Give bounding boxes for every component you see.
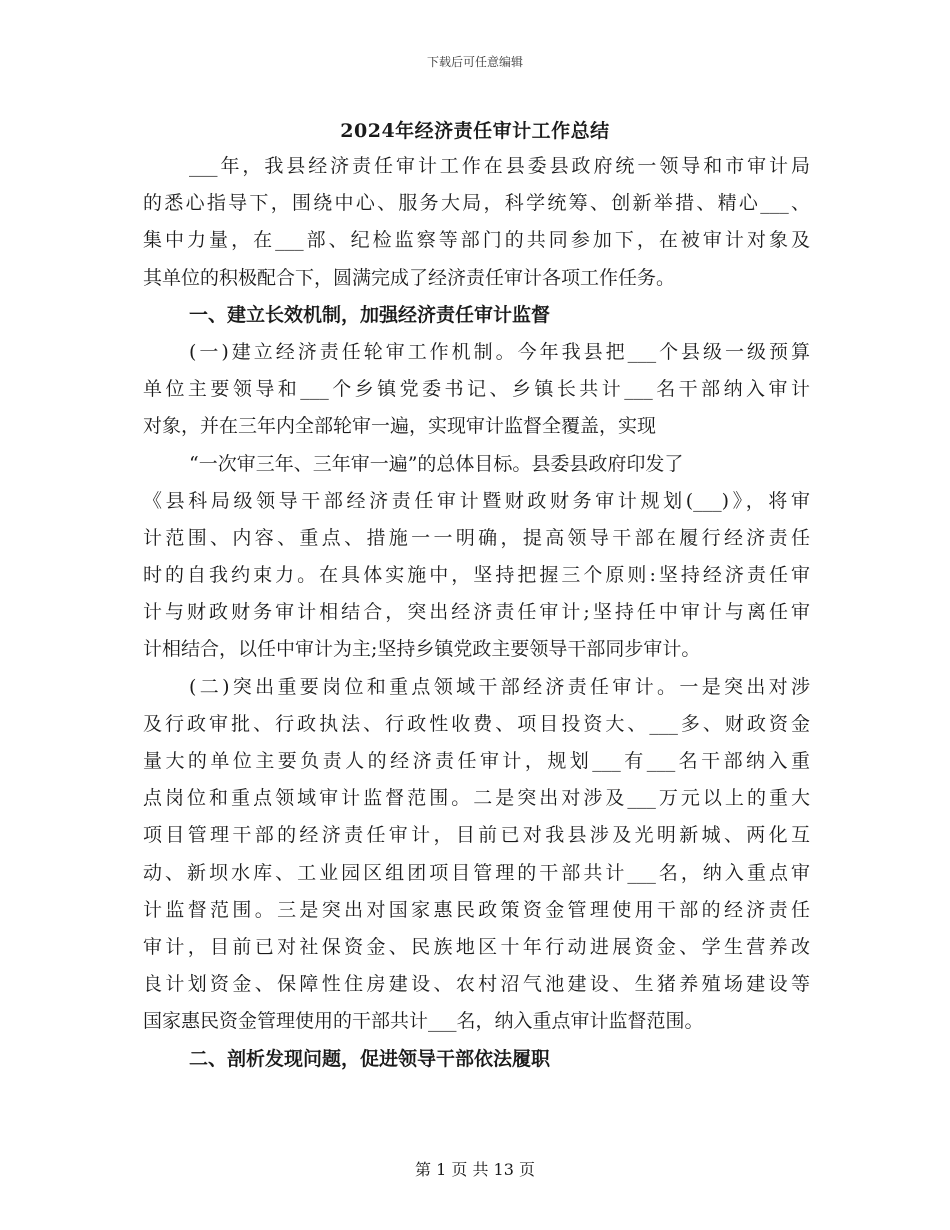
paragraph-line: 计范围、内容、重点、措施一一明确，提高领导干部在履行经济责任 bbox=[143, 526, 810, 549]
page-header-note: 下载后可任意编辑 bbox=[426, 55, 523, 69]
paragraph-line: 计相结合，以任中审计为主;坚持乡镇党政主要领导干部同步审计。 bbox=[143, 638, 701, 661]
paragraph-line: 的悉心指导下，围绕中心、服务大局，科学统筹、创新举措、精心___、 bbox=[143, 192, 810, 215]
paragraph-line: 《县科局级领导干部经济责任审计暨财政财务审计规划(___)》，将审 bbox=[143, 489, 810, 512]
paragraph-line: 单位主要领导和___个乡镇党委书记、乡镇长共计___名干部纳入审计 bbox=[143, 378, 810, 401]
paragraph-line: ___年，我县经济责任审计工作在县委县政府统一领导和市审计局 bbox=[189, 155, 810, 177]
paragraph-line: 对象，并在三年内全部轮审一遍，实现审计监督全覆盖，实现 bbox=[143, 415, 657, 438]
paragraph-line: 项目管理干部的经济责任审计，目前已对我县涉及光明新城、两化互 bbox=[143, 824, 810, 847]
paragraph-line: 点岗位和重点领域审计监督范围。二是突出对涉及___万元以上的重大 bbox=[143, 787, 810, 810]
paragraph-line: “一次审三年、三年审一遍”的总体目标。县委县政府印发了 bbox=[189, 452, 684, 475]
paragraph-line: 国家惠民资金管理使用的干部共计___名，纳入重点审计监督范围。 bbox=[143, 1010, 704, 1033]
paragraph-line: 良计划资金、保障性住房建设、农村沼气池建设、生猪养殖场建设等 bbox=[143, 973, 810, 996]
paragraph-line: 计监督范围。三是突出对国家惠民政策资金管理使用干部的经济责任 bbox=[143, 898, 810, 921]
paragraph-line: (二)突出重要岗位和重点领域干部经济责任审计。一是突出对涉 bbox=[189, 675, 810, 698]
paragraph-line: (一)建立经济责任轮审工作机制。今年我县把___个县级一级预算 bbox=[189, 340, 810, 363]
document-body bbox=[143, 148, 810, 1078]
paragraph-line: 动、新坝水库、工业园区组团项目管理的干部共计___名，纳入重点审 bbox=[143, 861, 810, 884]
paragraph-line: 审计，目前已对社保资金、民族地区十年行动进展资金、学生营养改 bbox=[143, 935, 810, 958]
page-number: 第 1 页 共 13 页 bbox=[415, 1160, 535, 1179]
paragraph-line: 其单位的积极配合下，圆满完成了经济责任审计各项工作任务。 bbox=[143, 266, 676, 289]
section-heading: 二、剖析发现问题，促进领导干部依法履职 bbox=[189, 1047, 551, 1070]
document-title: 2024年经济责任审计工作总结 bbox=[340, 120, 610, 142]
paragraph-line: 集中力量，在___部、纪检监察等部门的共同参加下，在被审计对象及 bbox=[143, 229, 810, 252]
paragraph-line: 及行政审批、行政执法、行政性收费、项目投资大、___多、财政资金 bbox=[143, 712, 810, 735]
paragraph-line: 计与财政财务审计相结合，突出经济责任审计;坚持任中审计与离任审 bbox=[143, 601, 810, 624]
section-heading: 一、建立长效机制，加强经济责任审计监督 bbox=[189, 303, 551, 326]
paragraph-line: 时的自我约束力。在具体实施中，坚持把握三个原则:坚持经济责任审 bbox=[143, 564, 810, 587]
paragraph-line: 量大的单位主要负责人的经济责任审计，规划___有___名干部纳入重 bbox=[143, 750, 810, 772]
